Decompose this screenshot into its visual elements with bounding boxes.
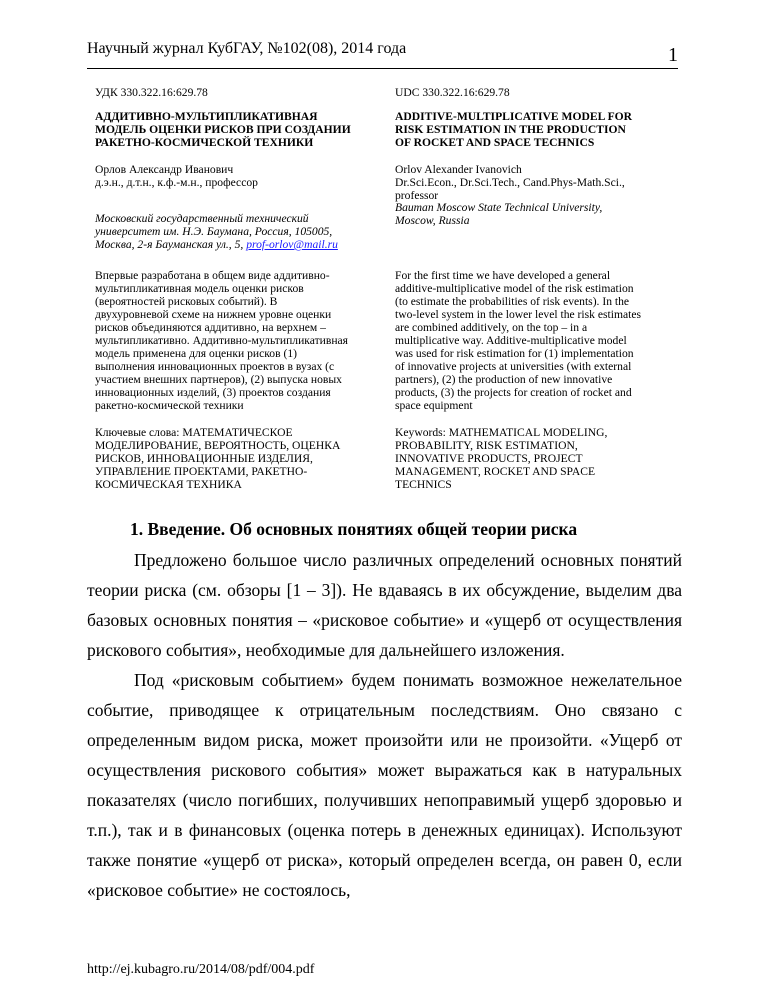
title-en-line: RISK ESTIMATION IN THE PRODUCTION bbox=[395, 123, 626, 136]
abstract-en-line: additive-multiplicative model of the risk estimation bbox=[395, 282, 634, 295]
running-header bbox=[87, 40, 678, 68]
author-degrees-en: professor bbox=[395, 189, 439, 202]
affiliation-ru-line bbox=[95, 238, 388, 251]
abstract-row bbox=[95, 269, 685, 412]
title-en-line: ADDITIVE-MULTIPLICATIVE MODEL FOR bbox=[395, 110, 633, 123]
abstract-ru-line: модель применена для оценки рисков (1) bbox=[95, 347, 297, 360]
affiliation-ru-address: Москва, 2-я Бауманская ул., 5, bbox=[95, 238, 247, 251]
author-degrees-ru: д.э.н., д.т.н., к.ф.-м.н., профессор bbox=[95, 176, 258, 189]
abstract-ru bbox=[95, 269, 388, 412]
title-row bbox=[95, 110, 685, 149]
keywords-en bbox=[395, 426, 685, 491]
abstract-en-line: was used for risk estimation for (1) implementation bbox=[395, 347, 634, 360]
bilingual-front-matter bbox=[95, 86, 685, 491]
affiliation-ru-line: университет им. Н.Э. Баумана, Россия, 105005, bbox=[95, 225, 333, 238]
title-ru-line: МОДЕЛЬ ОЦЕНКИ РИСКОВ ПРИ СОЗДАНИИ bbox=[95, 123, 351, 136]
abstract-en-line: two-level system in the lower level the risk estimates bbox=[395, 308, 641, 321]
abstract-en bbox=[395, 269, 685, 412]
footer-url: http://ej.kubagro.ru/2014/08/pdf/004.pdf bbox=[87, 962, 315, 977]
keywords-en-line: PROBABILITY, RISK ESTIMATION, bbox=[395, 439, 578, 452]
abstract-ru-line: рисков объединяются аддитивно, на верхнем – bbox=[95, 321, 326, 334]
keywords-en-line: TECHNICS bbox=[395, 478, 452, 491]
affiliation-ru-line: Московский государственный технический bbox=[95, 212, 309, 225]
keywords-ru-line: КОСМИЧЕСКАЯ ТЕХНИКА bbox=[95, 478, 242, 491]
udc-ru: УДК 330.322.16:629.78 bbox=[95, 86, 208, 99]
author-email-link[interactable]: prof-orlov@mail.ru bbox=[246, 238, 338, 251]
section-heading: 1. Введение. Об основных понятиях общей теории риска bbox=[130, 519, 578, 539]
keywords-ru-line: МОДЕЛИРОВАНИЕ, ВЕРОЯТНОСТЬ, ОЦЕНКА bbox=[95, 439, 341, 452]
keywords-row bbox=[95, 426, 685, 491]
abstract-en-line: products, (3) the projects for creation of rocket and bbox=[395, 386, 632, 399]
author-name-ru: Орлов Александр Иванович bbox=[95, 163, 234, 176]
author-degrees-en: Dr.Sci.Econ., Dr.Sci.Tech., Cand.Phys-Math.Sci., bbox=[395, 176, 625, 189]
keywords-ru bbox=[95, 426, 388, 491]
keywords-ru-line: РИСКОВ, ИННОВАЦИОННЫЕ ИЗДЕЛИЯ, bbox=[95, 452, 313, 465]
keywords-en-line: Keywords: MATHEMATICAL MODELING, bbox=[395, 426, 608, 439]
abstract-ru-line: участием внешних партнеров), (2) выпуска новых bbox=[95, 373, 342, 386]
body-paragraph: Предложено большое число различных определений основных понятий теории риска (см. обзоры [1 – 3]). Не вдаваясь в их обсуждение, выделим два базовых основных понятия – «рисковое событие» и «ущерб от осуществления рискового события», необходимые для дальнейшего изложения. bbox=[87, 550, 682, 660]
abstract-en-line: multiplicative way. Additive-multiplicative model bbox=[395, 334, 627, 347]
abstract-ru-line: инновационных изделий, (3) проектов создания bbox=[95, 386, 331, 399]
title-en-line: OF ROCKET AND SPACE TECHNICS bbox=[395, 136, 595, 149]
udc-row bbox=[95, 86, 685, 99]
abstract-en-line: of innovative projects at universities (with external bbox=[395, 360, 632, 373]
header-rule bbox=[87, 68, 678, 69]
author-name-en: Orlov Alexander Ivanovich bbox=[395, 163, 522, 176]
udc-en: UDC 330.322.16:629.78 bbox=[395, 86, 510, 99]
journal-name: Научный журнал КубГАУ, №102(08), 2014 года bbox=[87, 40, 407, 57]
title-ru-line: АДДИТИВНО-МУЛЬТИПЛИКАТИВНАЯ bbox=[95, 110, 318, 123]
abstract-en-line: (to estimate the probabilities of risk events). In the bbox=[395, 295, 630, 308]
abstract-en-line: space equipment bbox=[395, 399, 473, 412]
abstract-ru-line: Впервые разработана в общем виде аддитивно- bbox=[95, 269, 330, 282]
abstract-en-line: are combined additively, on the top – in a bbox=[395, 321, 588, 334]
abstract-ru-line: мультипликативная модель оценки рисков bbox=[95, 282, 304, 295]
author-row bbox=[95, 163, 685, 202]
abstract-ru-line: (вероятностей рисковых событий). В bbox=[95, 295, 278, 308]
abstract-en-line: partners), (2) the production of new innovative bbox=[395, 373, 613, 386]
affiliation-row bbox=[95, 201, 685, 251]
title-ru bbox=[95, 110, 388, 149]
keywords-en-line: INNOVATIVE PRODUCTS, PROJECT bbox=[395, 452, 583, 465]
abstract-ru-line: мультипликативно. Аддитивно-мультипликативная bbox=[95, 334, 349, 347]
author-en bbox=[395, 163, 685, 202]
affiliation-en bbox=[395, 201, 685, 251]
keywords-ru-line: УПРАВЛЕНИЕ ПРОЕКТАМИ, РАКЕТНО- bbox=[95, 465, 308, 478]
author-ru bbox=[95, 163, 388, 202]
keywords-en-line: MANAGEMENT, ROCKET AND SPACE bbox=[395, 465, 596, 478]
abstract-ru-line: выполнения инновационных проектов в вузах (с bbox=[95, 360, 335, 373]
abstract-ru-line: двухуровневой схеме на нижнем уровне оценки bbox=[95, 308, 332, 321]
affiliation-ru bbox=[95, 212, 388, 251]
abstract-ru-line: ракетно-космической техники bbox=[95, 399, 244, 412]
title-en bbox=[395, 110, 685, 149]
title-ru-line: РАКЕТНО-КОСМИЧЕСКОЙ ТЕХНИКИ bbox=[95, 136, 314, 149]
keywords-ru-line: Ключевые слова: МАТЕМАТИЧЕСКОЕ bbox=[95, 426, 293, 439]
section-body bbox=[87, 545, 682, 905]
abstract-en-line: For the first time we have developed a general bbox=[395, 269, 611, 282]
affiliation-en-line: Moscow, Russia bbox=[395, 214, 470, 227]
affiliation-en-line: Bauman Moscow State Technical University, bbox=[395, 201, 603, 214]
page-number: 1 bbox=[668, 44, 678, 66]
body-paragraph: Под «рисковым событием» будем понимать возможное нежелательное событие, приводящее к отрицательным последствиям. Оно связано с определенным видом риска, может произойти или не произойти. «Ущерб от осуществления рискового события» может выражаться как в натуральных показателях (число погибших, получивших непоправимый ущерб здоровью и т.п.), так и в финансовых (оценка потерь в денежных единицах). Используют также понятие «ущерб от риска», который определен всегда, он равен 0, если «рисковое событие» не состоялось, bbox=[87, 670, 682, 900]
